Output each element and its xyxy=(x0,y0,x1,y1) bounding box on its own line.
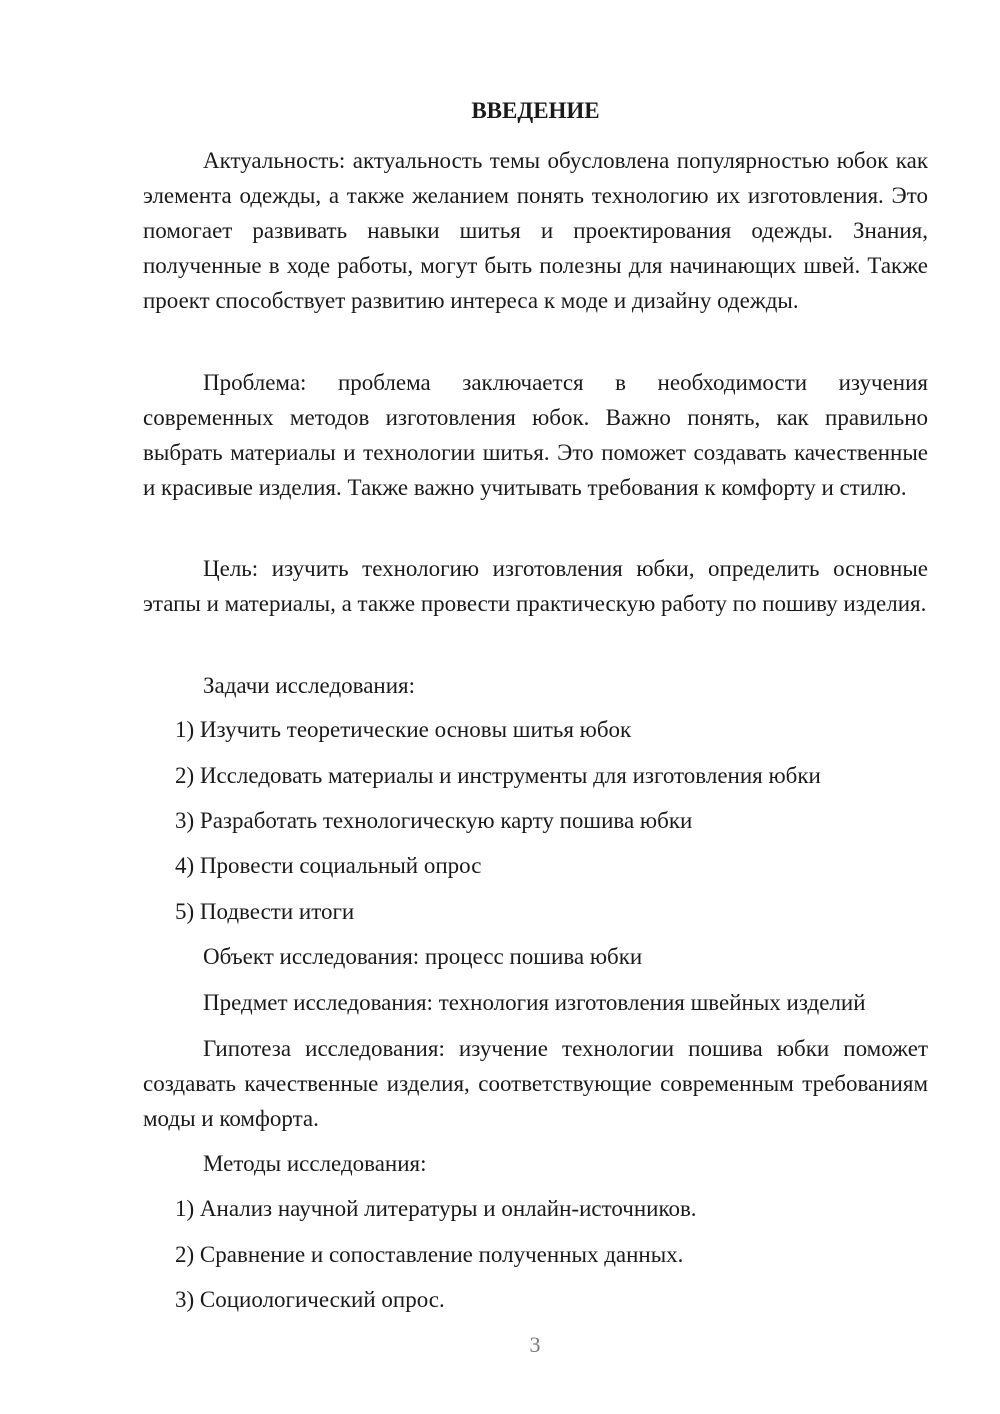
task-item-3: 3) Разработать технологическую карту пошива юбки xyxy=(175,808,693,833)
section-title: ВВЕДЕНИЕ xyxy=(471,98,600,123)
tasks-heading: Задачи исследования: xyxy=(203,673,416,698)
methods-heading: Методы исследования: xyxy=(203,1151,427,1176)
paragraph-problem: Проблема: проблема заключается в необходимости изучения современных методов изготовления юбок. Важно понять, как правильно выбрать материалы и технологии шитья. Это поможет создавать качественные и красивые изделия. Также важно учитывать требования к комфорту и стилю. xyxy=(143,370,928,500)
method-item-2: 2) Сравнение и сопоставление полученных данных. xyxy=(175,1242,684,1267)
paragraph-goal: Цель: изучить технологию изготовления юбки, определить основные этапы и материалы, а также провести практическую работу по пошиву изделия. xyxy=(143,556,928,616)
paragraph-relevance: Актуальность: актуальность темы обусловлена популярностью юбок как элемента одежды, а также желанием понять технологию их изготовления. Это помогает развивать навыки шитья и проектирования одежды. Знания, полученные в ходе работы, могут быть полезны для начинающих швей. Также проект способствует развитию интереса к моде и дизайну одежды. xyxy=(143,148,928,313)
page-number: 3 xyxy=(529,1332,541,1357)
research-object: Объект исследования: процесс пошива юбки xyxy=(203,944,643,969)
task-item-4: 4) Провести социальный опрос xyxy=(175,853,482,878)
task-item-1: 1) Изучить теоретические основы шитья юбок xyxy=(175,717,632,742)
research-subject: Предмет исследования: технология изготовления швейных изделий xyxy=(203,990,866,1015)
method-item-1: 1) Анализ научной литературы и онлайн-источников. xyxy=(175,1196,697,1221)
method-item-3: 3) Социологический опрос. xyxy=(175,1287,445,1312)
task-item-2: 2) Исследовать материалы и инструменты для изготовления юбки xyxy=(175,763,821,788)
task-item-5: 5) Подвести итоги xyxy=(175,899,355,924)
paragraph-hypothesis: Гипотеза исследования: изучение технологии пошива юбки поможет создавать качественные изделия, соответствующие современным требованиям моды и комфорта. xyxy=(143,1036,928,1131)
